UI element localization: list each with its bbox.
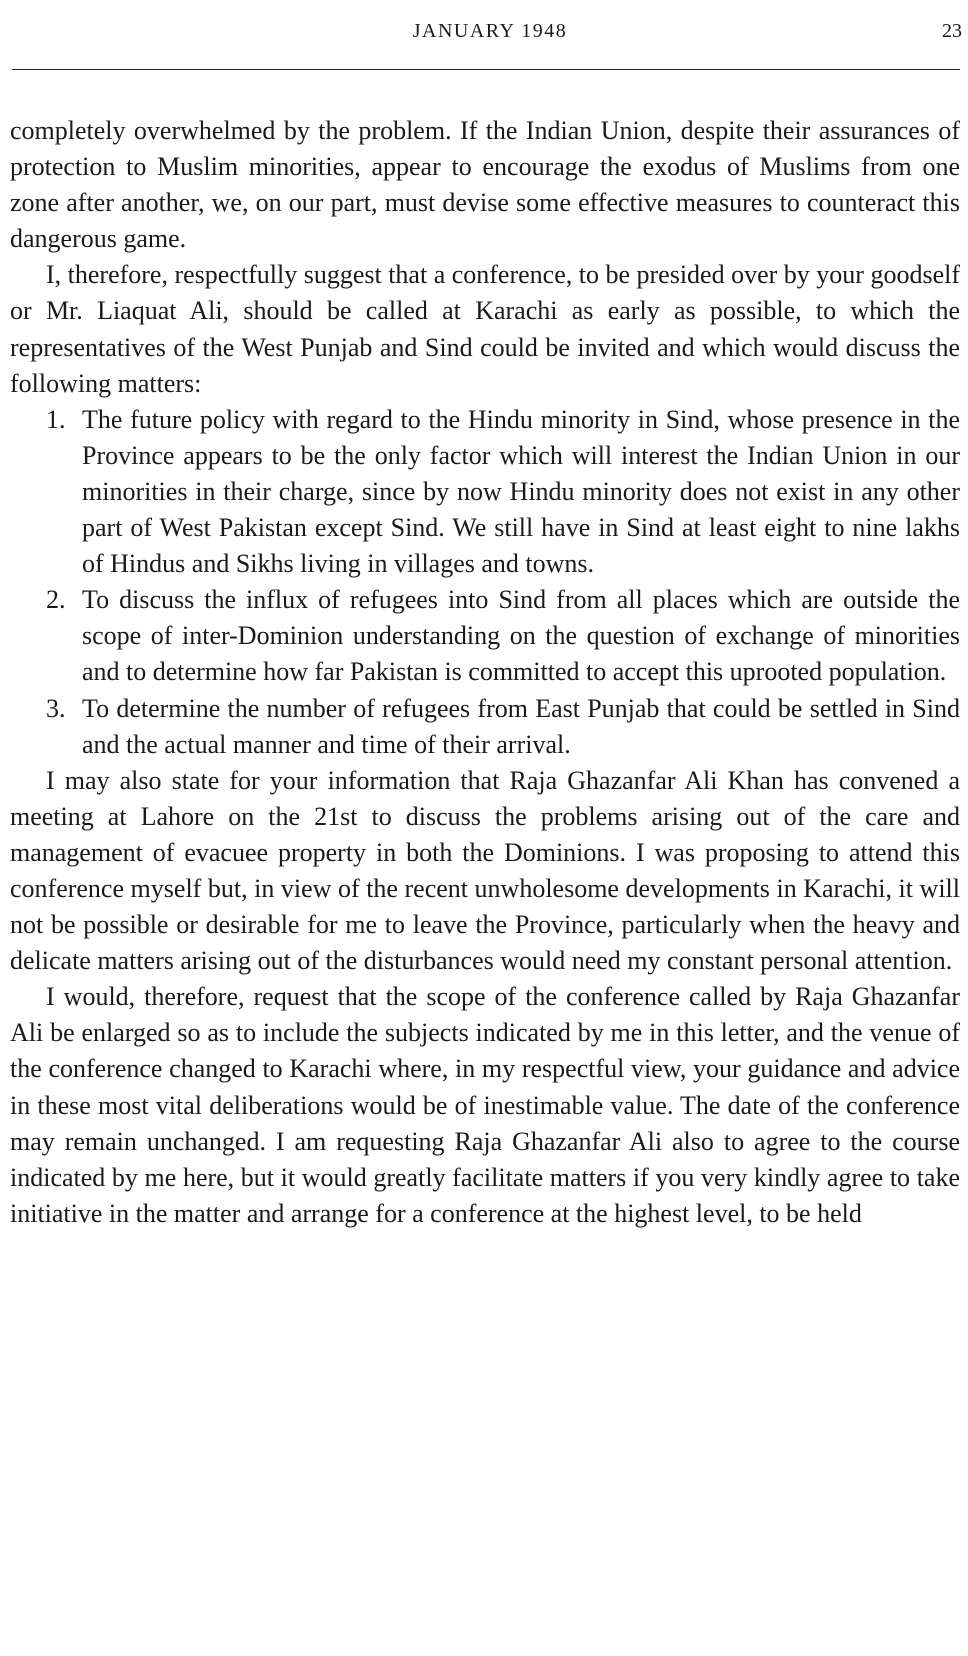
list-item: [10, 582, 960, 690]
list-item-number: 2.: [46, 585, 66, 615]
list-item: [10, 691, 960, 763]
paragraph-continuation: completely overwhelmed by the problem. If the Indian Union, despite their assurances of protection to Muslim minorities, appear to encourage the exodus of Muslims from one zone after another, we, on our part, must devise some effective measures to counteract this dangerous game.: [10, 116, 960, 254]
list-item-text: To determine the number of refugees from East Punjab that could be settled in Sind and the actual manner and time of their arrival.: [82, 693, 960, 759]
matters-list: [10, 402, 960, 763]
list-item: [10, 402, 960, 582]
list-item-number: 3.: [46, 693, 66, 723]
page-number: 23: [942, 20, 962, 42]
header-title: JANUARY 1948: [412, 20, 568, 42]
paragraph-meeting: I may also state for your information that Raja Ghazanfar Ali Khan has convened a meeting at Lahore on the 21st to discuss the problems arising out of the care and management of evacuee property in both the Dominions. I was proposing to attend this conference myself but, in view of the recent unwholesome developments in Karachi, it will not be possible or desirable for me to leave the Province, particularly when the heavy and delicate matters arising out of the disturbances would need my constant personal attention.: [10, 765, 960, 976]
running-header: [10, 16, 960, 52]
document-page: [10, 0, 960, 1656]
paragraph-request: I would, therefore, request that the scope of the conference called by Raja Ghazanfar Ali be enlarged so as to include the subjects indicated by me in this letter, and the venue of the conference changed to Karachi where, in my respectful view, your guidance and advice in these most vital deliberations would be of inestimable value. The date of the conference may remain unchanged. I am requesting Raja Ghazanfar Ali also to agree to the course indicated by me here, but it would greatly facilitate matters if you very kindly agree to take initiative in the matter and arrange for a conference at the highest level, to be held: [10, 982, 960, 1228]
paragraph-suggestion: I, therefore, respectfully suggest that a conference, to be presided over by your goodself or Mr. Liaquat Ali, should be called at Karachi as early as possible, to which the representatives of the West Punjab and Sind could be invited and which would discuss the following matters:: [10, 260, 960, 398]
body-text: [10, 113, 960, 1232]
header-divider: [12, 69, 960, 70]
list-item-text: The future policy with regard to the Hindu minority in Sind, whose presence in the Province appears to be the only factor which will interest the Indian Union in our minorities in their charge, since by now Hindu minority does not exist in any other part of West Pakistan except Sind. We still have in Sind at least eight to nine lakhs of Hindus and Sikhs living in villages and towns.: [82, 404, 960, 579]
list-item-text: To discuss the influx of refugees into Sind from all places which are outside the scope of inter-Dominion understanding on the question of exchange of minorities and to determine how far Pakistan is committed to accept this uprooted population.: [82, 585, 960, 687]
list-item-number: 1.: [46, 404, 66, 434]
